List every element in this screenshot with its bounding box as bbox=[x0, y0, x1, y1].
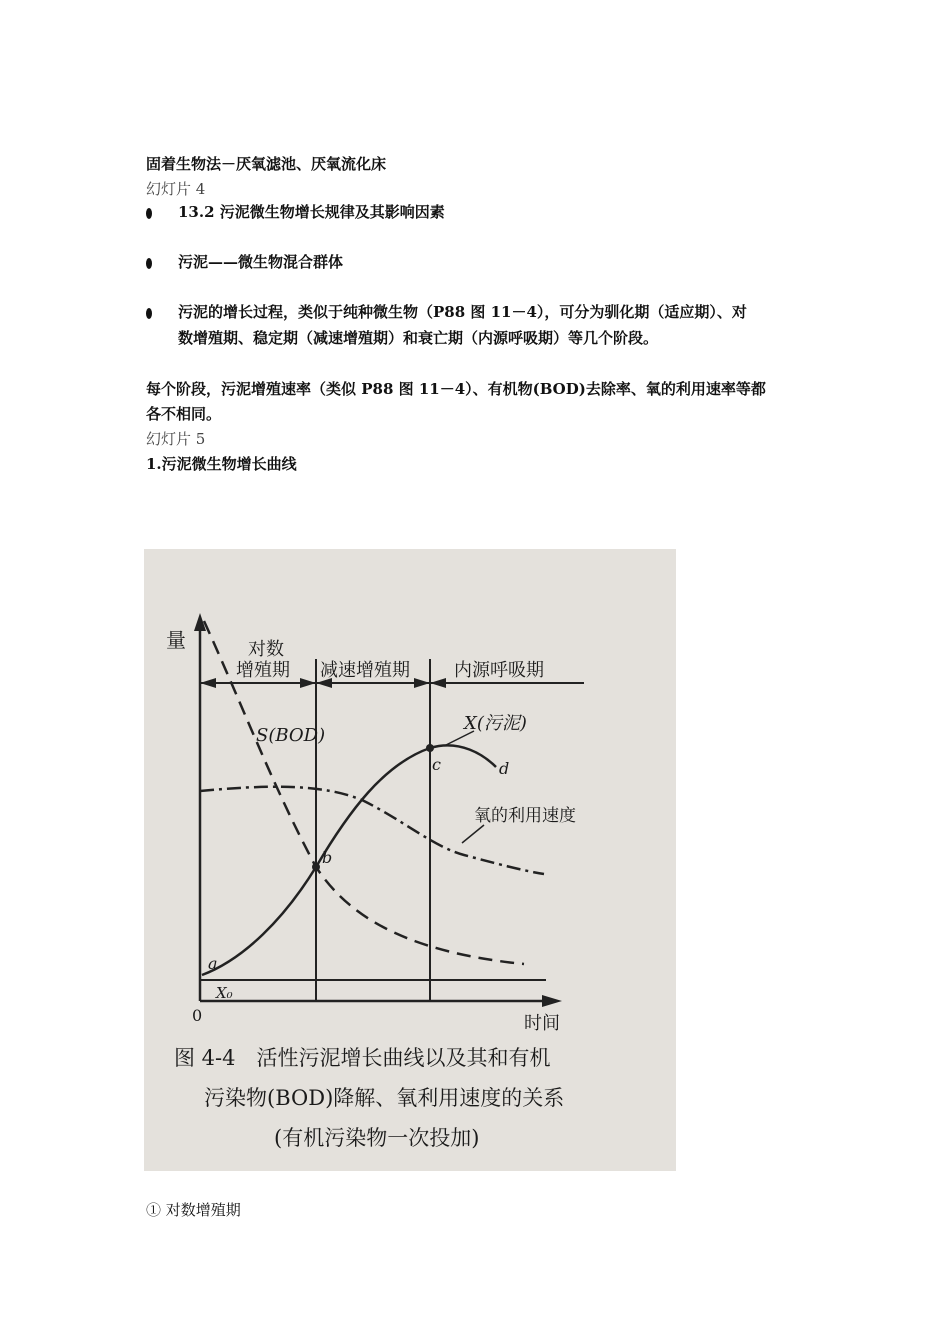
y-axis-label: 量 bbox=[166, 628, 186, 652]
growth-curve-figure bbox=[144, 549, 676, 1171]
caption-line-2: 污染物(BOD)降解、氧利用速度的关系 bbox=[204, 1086, 565, 1110]
growth-curve-diagram bbox=[144, 549, 676, 1171]
point-d-label: d bbox=[499, 759, 510, 778]
point-c-dot bbox=[426, 744, 434, 752]
sludge-label: X(污泥) bbox=[464, 713, 527, 734]
paragraph-line-1: 每个阶段，污泥增殖速率（类似 P88 图 11－4）、有机物(BOD)去除率、氧的利用速率等都 bbox=[146, 380, 766, 398]
paragraph-line-2: 各不相同。 bbox=[146, 405, 222, 423]
phase-2-label: 减速增殖期 bbox=[320, 660, 410, 681]
bullet-text-1: 13.2 污泥微生物增长规律及其影响因素 bbox=[178, 203, 445, 221]
point-b-label: b bbox=[322, 848, 333, 867]
phase-1-label-line-1: 对数 bbox=[248, 639, 284, 660]
bullet-dot bbox=[146, 208, 152, 219]
caption-line-3: (有机污染物一次投加) bbox=[274, 1126, 480, 1150]
x-axis-label: 时间 bbox=[524, 1013, 560, 1034]
phase-3-label: 内源呼吸期 bbox=[454, 660, 544, 681]
bod-label: S(BOD) bbox=[256, 725, 326, 746]
section-heading: 1.污泥微生物增长曲线 bbox=[146, 455, 297, 473]
bullet-text-2: 污泥——微生物混合群体 bbox=[178, 253, 344, 271]
bullet-text-3: 污泥的增长过程，类似于纯种微生物（P88 图 11－4），可分为驯化期（适应期）、对 bbox=[178, 303, 747, 321]
x0-label: X₀ bbox=[216, 984, 233, 1002]
bullet-text-3-cont: 数增殖期、稳定期（减速增殖期）和衰亡期（内源呼吸期）等几个阶段。 bbox=[178, 329, 659, 347]
phase-1-label-line-2: 增殖期 bbox=[236, 660, 290, 681]
bullet-dot bbox=[146, 258, 152, 269]
origin-label: 0 bbox=[192, 1006, 203, 1025]
slide-label-4: 幻灯片 4 bbox=[146, 180, 206, 198]
text-line-1: 固着生物法－厌氧滤池、厌氧流化床 bbox=[146, 155, 387, 173]
footer-item: ① 对数增殖期 bbox=[146, 1201, 241, 1219]
caption-line-1: 图 4-4 活性污泥增长曲线以及其和有机 bbox=[174, 1046, 551, 1070]
bullet-dot bbox=[146, 308, 152, 319]
point-b-dot bbox=[312, 863, 320, 871]
point-c-label: c bbox=[432, 755, 441, 774]
point-a-label: a bbox=[208, 954, 218, 973]
slide-label-5: 幻灯片 5 bbox=[146, 430, 206, 448]
oxygen-label: 氧的利用速度 bbox=[474, 806, 576, 826]
